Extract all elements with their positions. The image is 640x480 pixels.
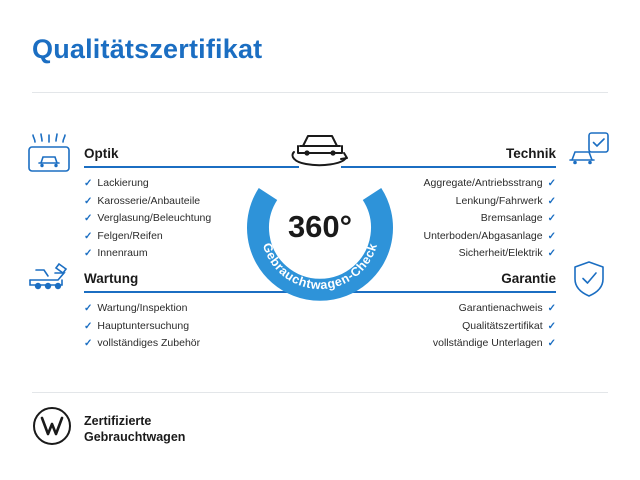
car-wash-icon (26, 133, 72, 178)
list-item-label: Bremsanlage (480, 212, 543, 224)
check-icon: ✓ (547, 178, 556, 189)
check-icon: ✓ (84, 320, 93, 332)
check-icon: ✓ (547, 195, 556, 207)
list-item-label: Felgen/Reifen (97, 229, 163, 242)
list-item (84, 318, 299, 336)
check-icon: ✓ (547, 213, 556, 224)
list-item-label: vollständige Unterlagen (432, 337, 543, 349)
check-icon: ✓ (547, 303, 556, 314)
check-icon: ✓ (84, 248, 93, 259)
degrees-label: 360° (287, 209, 353, 244)
list-item-label: Lackierung (97, 177, 149, 189)
page-title: Qualitätszertifikat (32, 34, 263, 64)
check-icon: ✓ (547, 248, 556, 259)
footer-line-1: Zertifizierte (84, 413, 152, 428)
footer-line-2: Gebrauchtwagen (84, 429, 186, 444)
section-garantie-heading: Garantie (341, 271, 556, 293)
list-item-label: Hauptuntersuchung (97, 319, 190, 332)
list-item-label: Lenkung/Fahrwerk (455, 194, 543, 207)
car-checklist-icon (567, 131, 611, 178)
list-item-label: Unterboden/Abgasanlage (423, 229, 543, 242)
car-service-icon (26, 258, 72, 301)
list-item-label: vollständiges Zubehör (97, 337, 201, 349)
list-item-label: Verglasung/Beleuchtung (97, 212, 212, 224)
check-icon: ✓ (84, 230, 93, 242)
check-icon: ✓ (84, 178, 93, 189)
list-item-label: Innenraum (97, 247, 148, 259)
section-optik-heading: Optik (84, 146, 299, 168)
ring-label: Gebrauchtwagen-Check (259, 241, 381, 293)
list-item-label: Karosserie/Anbauteile (97, 194, 201, 207)
check-icon: ✓ (84, 195, 93, 207)
check-icon: ✓ (84, 338, 93, 349)
list-item (341, 318, 556, 336)
check-icon: ✓ (547, 320, 556, 332)
section-technik-heading: Technik (341, 146, 556, 168)
vw-logo-icon (32, 406, 72, 451)
shield-check-icon (572, 260, 606, 303)
check-icon: ✓ (547, 230, 556, 242)
footer-brand (32, 406, 185, 451)
footer-divider (32, 392, 608, 393)
list-item-label: Garantienachweis (458, 302, 543, 314)
car-360-icon (286, 122, 354, 175)
check-icon: ✓ (84, 213, 93, 224)
list-item (84, 335, 299, 353)
list-item-label: Wartung/Inspektion (97, 302, 188, 314)
list-item-label: Aggregate/Antriebsstrang (423, 177, 543, 189)
check-icon: ✓ (547, 338, 556, 349)
footer-text (84, 413, 185, 445)
title-divider (32, 92, 608, 93)
list-item (341, 335, 556, 353)
section-wartung-heading: Wartung (84, 271, 299, 293)
list-item-label: Qualitätszertifikat (462, 319, 543, 332)
list-item-label: Sicherheit/Elektrik (458, 247, 543, 259)
check-icon: ✓ (84, 303, 93, 314)
